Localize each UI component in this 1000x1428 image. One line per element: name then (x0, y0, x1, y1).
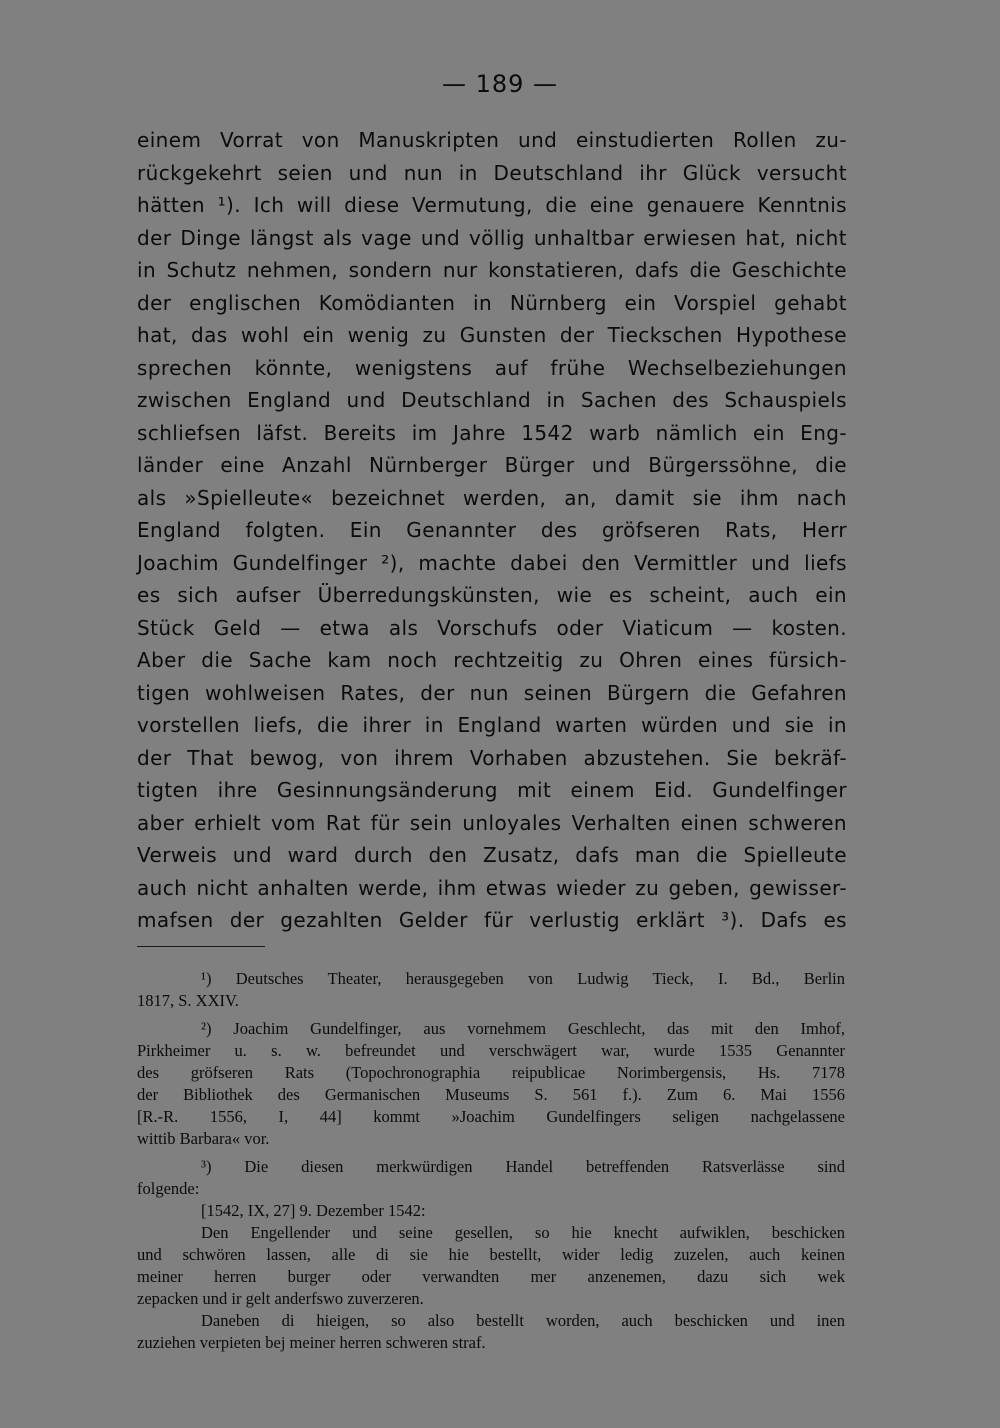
body-line: vorstellen liefs, die ihrer in England warten würden und sie in (137, 713, 847, 737)
footnote-1 (137, 968, 845, 1012)
body-line: England folgten. Ein Genannter des gröfseren Rats, Herr (137, 518, 847, 542)
footnote-line: der Bibliothek des Germanischen Museums S. 561 f.). Zum 6. Mai 1556 (137, 1085, 845, 1104)
footnote-line: und schwören lassen, alle di sie hie bestellt, wider ledig zuzelen, auch keinen (137, 1245, 845, 1264)
body-line: der That bewog, von ihrem Vorhaben abzustehen. Sie bekräf- (137, 745, 847, 770)
body-line: hat, das wohl ein wenig zu Gunsten der Tieckschen Hypothese (137, 323, 847, 347)
body-line: aber erhielt vom Rat für sein unloyales Verhalten einen schweren (137, 810, 847, 835)
body-line: schliefsen läfst. Bereits im Jahre 1542 warb nämlich ein Eng- (137, 420, 847, 445)
footnote-line: Daneben di hieigen, so also bestellt worden, auch beschicken und inen (201, 1311, 845, 1330)
footnote-line: wittib Barbara« vor. (137, 1129, 270, 1148)
body-line: Stück Geld — etwa als Vorschufs oder Viaticum — kosten. (137, 615, 847, 640)
footnote-line: [1542, IX, 27] 9. Dezember 1542: (201, 1201, 426, 1220)
footnote-line: [R.-R. 1556, I, 44] kommt »Joachim Gundelfingers seligen nachgelassene (137, 1107, 845, 1126)
body-line: Aber die Sache kam noch rechtzeitig zu Ohren eines fürsich- (137, 648, 847, 672)
footnote-line: folgende: (137, 1179, 200, 1198)
footnote-line: ²) Joachim Gundelfinger, aus vornehmem Geschlecht, das mit den Imhof, (201, 1019, 845, 1038)
body-line: tigten ihre Gesinnungsänderung mit einem Eid. Gundelfinger (137, 778, 847, 802)
footnote-line: zepacken und ir gelt anderfswo zuverzeren. (137, 1289, 424, 1308)
body-line: mafsen der gezahlten Gelder für verlustig erklärt ³). Dafs es (137, 908, 847, 932)
footnote-2 (137, 1018, 845, 1150)
body-line: hätten ¹). Ich will diese Vermutung, die eine genauere Kenntnis (137, 193, 847, 217)
body-line: Joachim Gundelfinger ²), machte dabei den Vermittler und liefs (137, 550, 847, 575)
footnotes (137, 968, 845, 1354)
body-line: der Dinge längst als vage und völlig unhaltbar erwiesen hat, nicht (137, 225, 847, 250)
body-line: sprechen könnte, wenigstens auf frühe Wechselbeziehungen (137, 355, 847, 380)
body-line: zwischen England und Deutschland in Sachen des Schauspiels (137, 388, 847, 412)
footnote-line: Pirkheimer u. s. w. befreundet und verschwägert war, wurde 1535 Genannter (137, 1041, 845, 1060)
body-text (137, 124, 847, 937)
body-line: Verweis und ward durch den Zusatz, dafs man die Spielleute (137, 843, 847, 867)
footnote-line: ¹) Deutsches Theater, herausgegeben von Ludwig Tieck, I. Bd., Berlin (201, 969, 845, 988)
footnote-line: 1817, S. XXIV. (137, 991, 239, 1010)
body-line: als »Spielleute« bezeichnet werden, an, damit sie ihm nach (137, 485, 847, 510)
footnote-line: Den Engellender und seine gesellen, so hie knecht aufwiklen, beschicken (201, 1223, 845, 1242)
page-number: — 189 — (441, 70, 559, 98)
body-line: in Schutz nehmen, sondern nur konstatieren, dafs die Geschichte (137, 258, 847, 282)
footnote-line: des gröfseren Rats (Topochronographia reipublicae Norimbergensis, Hs. 7178 (137, 1063, 845, 1082)
body-line: es sich aufser Überredungskünsten, wie es scheint, auch ein (137, 583, 847, 607)
body-line: länder eine Anzahl Nürnberger Bürger und Bürgerssöhne, die (137, 453, 847, 477)
body-line: einem Vorrat von Manuskripten und einstudierten Rollen zu- (137, 128, 847, 152)
footnote-line: zuziehen verpieten bej meiner herren schweren straf. (137, 1333, 486, 1352)
body-line: der englischen Komödianten in Nürnberg ein Vorspiel gehabt (137, 290, 847, 315)
body-line: auch nicht anhalten werde, ihm etwas wieder zu geben, gewisser- (137, 875, 847, 900)
footnote-separator (137, 946, 265, 947)
footnote-line: meiner herren burger oder verwandten mer anzenemen, dazu sich wek (137, 1267, 845, 1286)
body-line: tigen wohlweisen Rates, der nun seinen Bürgern die Gefahren (137, 680, 847, 705)
footnote-line: ³) Die diesen merkwürdigen Handel betreffenden Ratsverlässe sind (201, 1157, 845, 1176)
body-line: rückgekehrt seien und nun in Deutschland ihr Glück versucht (137, 160, 847, 185)
footnote-3 (137, 1156, 845, 1354)
